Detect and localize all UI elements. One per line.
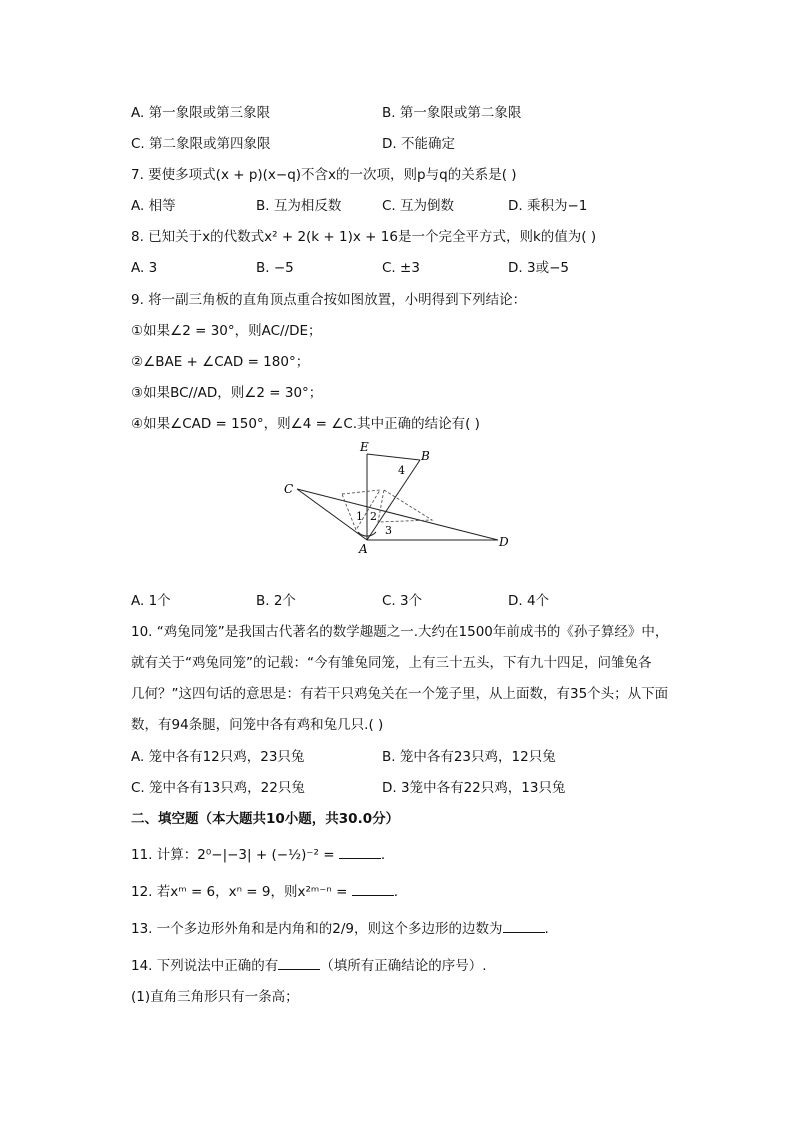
label-angle-3: 3 [385, 524, 392, 537]
q9-conclusion-1: ①如果∠2 = 30°，则AC//DE； [131, 323, 322, 339]
label-angle-2: 2 [370, 510, 377, 523]
q8-option-b: B. −5 [256, 260, 294, 276]
label-c: C [284, 482, 294, 496]
q8-stem: 8. 已知关于x的代数式x² + 2(k + 1)x + 16是一个完全平方式，则k的值为( ) [131, 229, 597, 245]
q7-option-d: D. 乘积为−1 [508, 198, 588, 214]
q14-text: 14. 下列说法中正确的有 [131, 958, 279, 974]
q6-option-a: A. 第一象限或第三象限 [131, 105, 271, 121]
q12 [131, 883, 398, 901]
q10-line-1: 10. “鸡兔同笼”是我国古代著名的数学趣题之一.大约在1500年前成书的《孙子算经》中， [131, 624, 669, 640]
q11 [131, 846, 385, 864]
label-b: B [421, 449, 430, 463]
segment-cd [297, 489, 498, 540]
q7-option-b: B. 互为相反数 [256, 198, 342, 214]
q8-option-d: D. 3或−5 [508, 260, 569, 276]
q13-answer-blank[interactable] [503, 920, 545, 933]
q10-line-2: 就有关于“鸡兔同笼”的记载：“今有雏兔同笼，上有三十五头，下有九十四足，问雏兔各 [131, 655, 652, 671]
q10-option-d: D. 3笼中各有22只鸡，13只兔 [382, 780, 566, 796]
segment-eb [367, 454, 420, 460]
q8-option-a: A. 3 [131, 260, 158, 276]
q14-statement-1: (1)直角三角形只有一条高； [131, 989, 299, 1005]
section-heading-fill-in: 二、填空题（本大题共10小题，共30.0分） [131, 811, 400, 827]
q9-option-d: D. 4个 [508, 593, 550, 609]
q12-suffix: . [393, 884, 399, 900]
q14 [131, 957, 487, 975]
q11-suffix: . [380, 847, 386, 863]
q9-conclusion-2: ②∠BAE + ∠CAD = 180°； [131, 354, 310, 370]
q6-option-c: C. 第二象限或第四象限 [131, 136, 271, 152]
q14-answer-blank[interactable] [278, 957, 320, 970]
q11-answer-blank[interactable] [339, 846, 381, 859]
q13-text: 13. 一个多边形外角和是内角和的2/9，则这个多边形的边数为 [131, 921, 503, 937]
label-angle-1: 1 [356, 510, 363, 523]
q14-suffix: （填所有正确结论的序号）. [320, 958, 487, 974]
q10-option-a: A. 笼中各有12只鸡，23只兔 [131, 749, 305, 765]
q10-line-4: 数，有94条腿，问笼中各有鸡和兔几只.( ) [131, 717, 384, 733]
q8-option-c: C. ±3 [382, 260, 420, 276]
label-a: A [359, 542, 368, 556]
q7-option-c: C. 互为倒数 [382, 198, 455, 214]
q12-text: 12. 若xᵐ = 6，xⁿ = 9，则x²ᵐ⁻ⁿ = [131, 884, 352, 900]
q10-option-b: B. 笼中各有23只鸡，12只兔 [382, 749, 556, 765]
q13 [131, 920, 549, 938]
q9-option-b: B. 2个 [256, 593, 296, 609]
q7-option-a: A. 相等 [131, 198, 176, 214]
q11-text: 11. 计算：2⁰−|−3| + (−½)⁻² = [131, 847, 339, 863]
q6-option-b: B. 第一象限或第二象限 [382, 105, 522, 121]
label-angle-4: 4 [398, 464, 405, 477]
label-d: D [499, 535, 509, 549]
q10-line-3: 几何？”这四句话的意思是：有若干只鸡兔关在一个笼子里，从上面数，有35个头；从下面 [131, 686, 669, 702]
q10-option-c: C. 笼中各有13只鸡，22只兔 [131, 780, 305, 796]
label-e: E [360, 440, 369, 454]
q9-option-a: A. 1个 [131, 593, 171, 609]
q12-answer-blank[interactable] [352, 883, 394, 896]
q9-conclusion-4: ④如果∠CAD = 150°，则∠4 = ∠C.其中正确的结论有( ) [131, 416, 480, 432]
dashed-triangle-right [378, 490, 432, 522]
q9-option-c: C. 3个 [382, 593, 423, 609]
q9-triangle-figure [270, 432, 520, 562]
q7-stem: 7. 要使多项式(x + p)(x−q)不含x的一次项，则p与q的关系是( ) [131, 167, 517, 183]
q9-stem: 9. 将一副三角板的直角顶点重合按如图放置，小明得到下列结论： [131, 292, 527, 308]
q9-conclusion-3: ③如果BC//AD，则∠2 = 30°； [131, 385, 323, 401]
q13-suffix: . [544, 921, 549, 937]
q6-option-d: D. 不能确定 [382, 136, 455, 152]
segment-ab [367, 460, 420, 540]
